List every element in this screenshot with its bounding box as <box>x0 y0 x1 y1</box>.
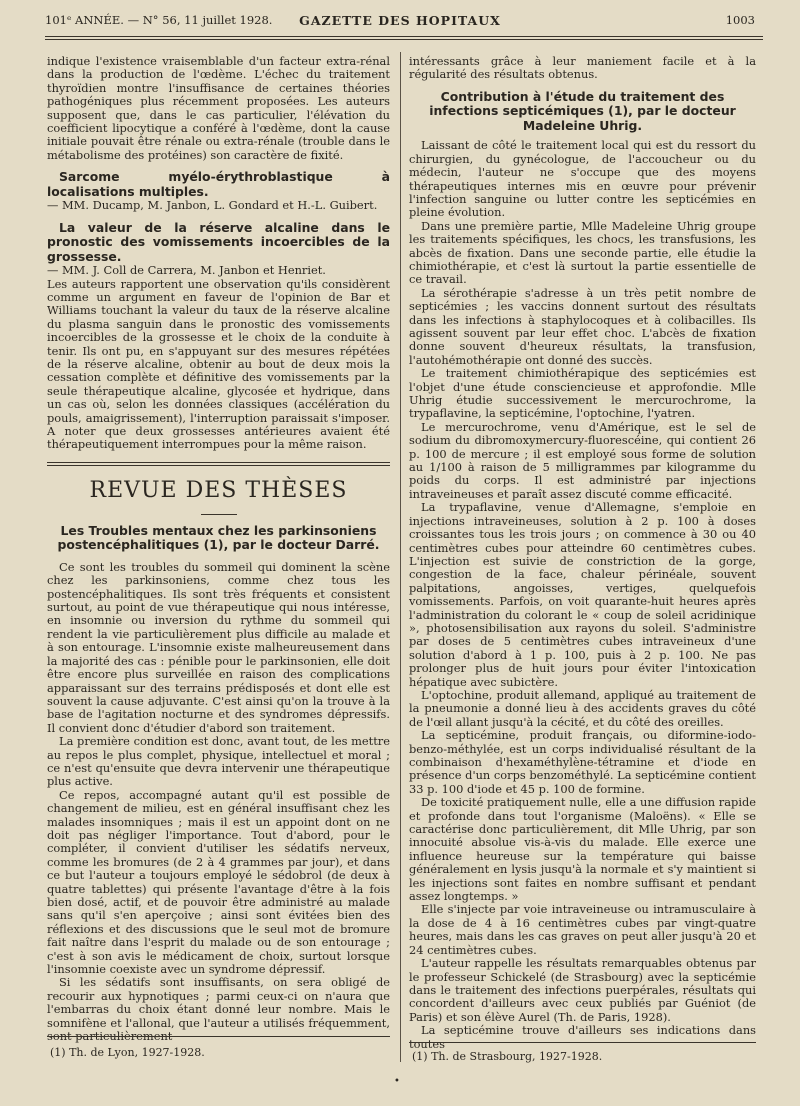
article-title-troubles-text: Les Troubles mentaux chez les parkinsoniens postencéphalitiques <box>57 522 377 553</box>
column-divider <box>400 52 401 1062</box>
section-rule <box>47 462 390 466</box>
paragraph: L'auteur rappelle les résultats remarquables obtenus par le professeur Schickelé (de Strasbourg) avec la septicémie dans le traitement des infections puerpérales, résultats qui concordent d'ailleurs avec ceux publiés par Guéniot (de Paris) et son élève Aurel (Th. de Paris, 1928). <box>409 956 756 1024</box>
running-header <box>45 13 755 31</box>
article-byline-troubles: (1), par le docteur Darré. <box>203 537 380 553</box>
paragraph: Ce repos, accompagné autant qu'il est possible de changement de milieu, est en général insuffisant chez les malades insomniques ; mais il est un appoint dont on ne doit pas négliger l'importance. Tout d'abord, pour le compléter, il convient d'utiliser les sédatifs nerveux, comme les bromures (de 2 à 4 grammes par jour), et dans ce but l'auteur a toujours employé le sédobrol (de deux à quatre tablettes) qui présente l'avantage d'être à la fois bien dosé, actif, et de pouvoir être administré au malade sans qu'il s'en aperçoive ; ainsi sont évitées bien des réflexions et des discussions que le seul mot de bromure fait naître dans l'esprit du malade ou de son entourage ; c'est à son avis le médicament de choix, surtout lorsque l'insomnie coexiste avec un syndrome dépressif. <box>47 787 390 977</box>
article-title-reserve: La valeur de la réserve alcaline dans le pronostic des vomissements incoercibles de la grossesse. <box>47 219 390 264</box>
page-number: 1003 <box>725 13 755 27</box>
article-authors-reserve: — MM. J. Coll de Carrera, M. Janbon et Henriet. <box>47 263 326 278</box>
paragraph: Ce sont les troubles du sommeil qui dominent la scène chez les parkinsoniens, comme chez tous les postencéphalitiques. Ils sont très fréquents et consistent surtout, au point de vue thérapeutique qui nous intéresse, en insomnie ou inversion du rythme du sommeil qui rendent la vie particulièrement plus difficile au malade et à son entourage. L'insomnie existe malheureusement dans la majorité des cas : pénible pour le parkinsonien, elle doit être encore plus surveillée en raison des complications apparaissant sur des terrains prédisposés et dont elle est souvent la cause adjuvante. C'est ainsi qu'on la trouve à la base de l'agitation nocturne et des syndromes dépressifs. Il convient donc d'étudier d'abord son traitement. <box>47 559 390 735</box>
left-column <box>47 55 390 1043</box>
paragraph: La septicémine trouve d'ailleurs ses indications dans toutes <box>409 1023 756 1051</box>
paragraph: De toxicité pratiquement nulle, elle a une diffusion rapide et profonde dans tout l'organisme (Maloëns). « Elle se caractérise donc particulièrement, dit Mlle Uhrig, par son innocuité absolue vis-à-vis du malade. Elle exerce une influence heureuse sur la température qui baisse généralement en lysis jusqu'à la normale et s'y maintient si les injections sont faites en nombre suffisant et pendant assez longtemps. » <box>409 795 756 904</box>
short-rule <box>201 514 237 515</box>
paragraph: Dans une première partie, Mlle Madeleine Uhrig groupe les traitements spécifiques, les chocs, les transfusions, les abcès de fixation. Dans une seconde partie, elle étudie la chimiothérapie, et c'est là surtout la partie essentielle de ce travail. <box>409 218 756 287</box>
article-title-contribution <box>409 90 756 134</box>
paragraph: La trypaflavine, venue d'Allemagne, s'emploie en injections intraveineuses, solution à 2 p. 100 à doses croissantes tous les trois jours ; on commence à 30 ou 40 centimètres cubes pour atteindre 60 centimètres cubes. L'injection est suivie de constriction de la gorge, congestion de la face, chaleur périnéale, souvent palpitations, angoisses, vertiges, quelquefois vomissements. Parfois, on voit quarante-huit heures après l'administration du colorant le « coup de soleil acridinique », photosensibilisation aux rayons du soleil. S'administre par doses de 5 centimètres cubes intraveineux d'une solution d'abord à 1 p. 100, puis à 2 p. 100. Ne pas prolonger plus de huit jours pour éviter l'intoxication hépatique avec subictère. <box>409 500 756 689</box>
paragraph: Le mercurochrome, venu d'Amérique, est le sel de sodium du dibromoxymercury-fluorescéine, qui contient 26 p. 100 de mercure ; il est employé sous forme de solution au 1/100 à raison de 5 milligrammes par kilogramme du poids du corps. Il est administré par injections intraveineuses et paraît assez discuté comme efficacité. <box>409 419 756 501</box>
header-rule-2 <box>45 39 763 40</box>
footnote-rule-right <box>409 1042 756 1043</box>
paragraph: Laissant de côté le traitement local qui est du ressort du chirurgien, du gynécologue, de l'accoucheur ou du médecin, l'auteur ne s'occupe que des moyens thérapeutiques internes mis en œuvre pour prévenir l'infection sanguine ou lutter contre les septicémies en pleine évolution. <box>409 138 756 220</box>
header-rule <box>45 36 763 37</box>
footnote-left: (1) Th. de Lyon, 1927-1928. <box>50 1046 205 1059</box>
article-byline-contribution: (1), par le docteur Madeleine Uhrig. <box>522 103 736 133</box>
article-title-contribution-text: Contribution à l'étude du traitement des infections septicémiques <box>429 88 725 119</box>
article-title-sarcome: Sarcome myélo-érythroblastique à localisations multiples. <box>47 169 390 199</box>
paragraph: Le traitement chimiothérapique des septicémies est l'objet d'une étude consciencieuse et approfondie. Mlle Uhrig étudie successivement le mercurochrome, la trypaflavine, la septicémine, l'optochine, l'yatren. <box>409 366 756 421</box>
continued-paragraph: indique l'existence vraisemblable d'un facteur extra-rénal dans la production de l'œdème. L'échec du traitement thyroïdien montre l'insuffisance de certaines théories pathogéniques plus récemment proposées. Les auteurs supposent que, dans le cas particulier, l'élévation du coefficient lipocytique a conféré à l'œdème, dont la cause initiale pouvait être rénale ou extra-rénale (trouble dans le métabolisme des protéines) son caractère de fixité. <box>47 54 390 162</box>
right-column <box>409 55 756 1051</box>
journal-title: GAZETTE DES HOPITAUX <box>299 13 501 28</box>
footnote-rule-left <box>47 1036 390 1037</box>
paragraph: La septicémine, produit français, ou diformine-iodo-benzo-méthylée, est un corps individualisé résultant de la combinaison d'hexaméthylène-tétramine et d'iode en présence d'un corps benzométhylé. La septicémine contient 33 p. 100 d'iode et 45 p. 100 de formine. <box>409 728 756 796</box>
section-heading-revue-des-theses: REVUE DES THÈSES <box>89 477 348 503</box>
article-text-reserve: Les auteurs rapportent une observation qu'ils considèrent comme un argument en faveur de l'opinion de Bar et Williams touchant la valeur du taux de la réserve alcaline du plasma sanguin dans le pronostic des vomissements incoercibles de la grossesse et le choix de la conduite à tenir. Ils ont pu, en s'appuyant sur des mesures répétées de la réserve alcaline, obtenir au bout de deux mois la cessation complète et définitive des vomissements par la seule thérapeutique alcaline, glycosée et hydrique, dans un cas où, selon les données classiques (accélération du pouls, amaigrissement), l'interruption paraissait s'imposer. A noter que deux grossesses antérieures avaient été thérapeutiquement interrompues pour la même raison. <box>47 276 390 452</box>
article-authors-sarcome: — MM. Ducamp, M. Janbon, L. Gondard et H.-L. Guibert. <box>47 198 378 213</box>
page-ornament: • <box>394 1076 400 1087</box>
paragraph: Si les sédatifs sont insuffisants, on sera obligé de recourir aux hypnotiques ; parmi ceux-ci on n'aura que l'embarras du choix étant donné leur nombre. Mais le somnifène et l'allonal, que l'auteur a utilisés fréquemment, sont particulièrement <box>47 975 390 1044</box>
paragraph: L'optochine, produit allemand, appliqué au traitement de la pneumonie a donné lieu à des accidents graves du côté de l'œil allant jusqu'à la cécité, et du côté des oreilles. <box>409 687 756 729</box>
paragraph: La sérothérapie s'adresse à un très petit nombre de septicémies ; les vaccins donnent surtout des résultats dans les infections à staphylocoques et à colibacilles. Ils agissent souvent par leur effet choc. L'abcès de fixation donne souvent d'heureux résultats, la transfusion, l'autohémothérapie ont donné des succès. <box>409 285 756 367</box>
article-title-troubles <box>47 524 390 553</box>
footnote-right: (1) Th. de Strasbourg, 1927-1928. <box>412 1050 603 1063</box>
continued-paragraph: intéressants grâce à leur maniement facile et à la régularité des résultats obtenus. <box>409 54 756 82</box>
issue-info: 101ᵉ ANNÉE. — N° 56, 11 juillet 1928. <box>45 13 273 27</box>
paragraph: La première condition est donc, avant tout, de les mettre au repos le plus complet, physique, intellectuel et moral ; ce n'est qu'ensuite que devra intervenir une thérapeutique plus active. <box>47 734 390 789</box>
paragraph: Elle s'injecte par voie intraveineuse ou intramusculaire à la dose de 4 à 16 centimètres cubes par vingt-quatre heures, mais dans les cas graves on peut aller jusqu'à 20 et 24 centimètres cubes. <box>409 902 756 957</box>
